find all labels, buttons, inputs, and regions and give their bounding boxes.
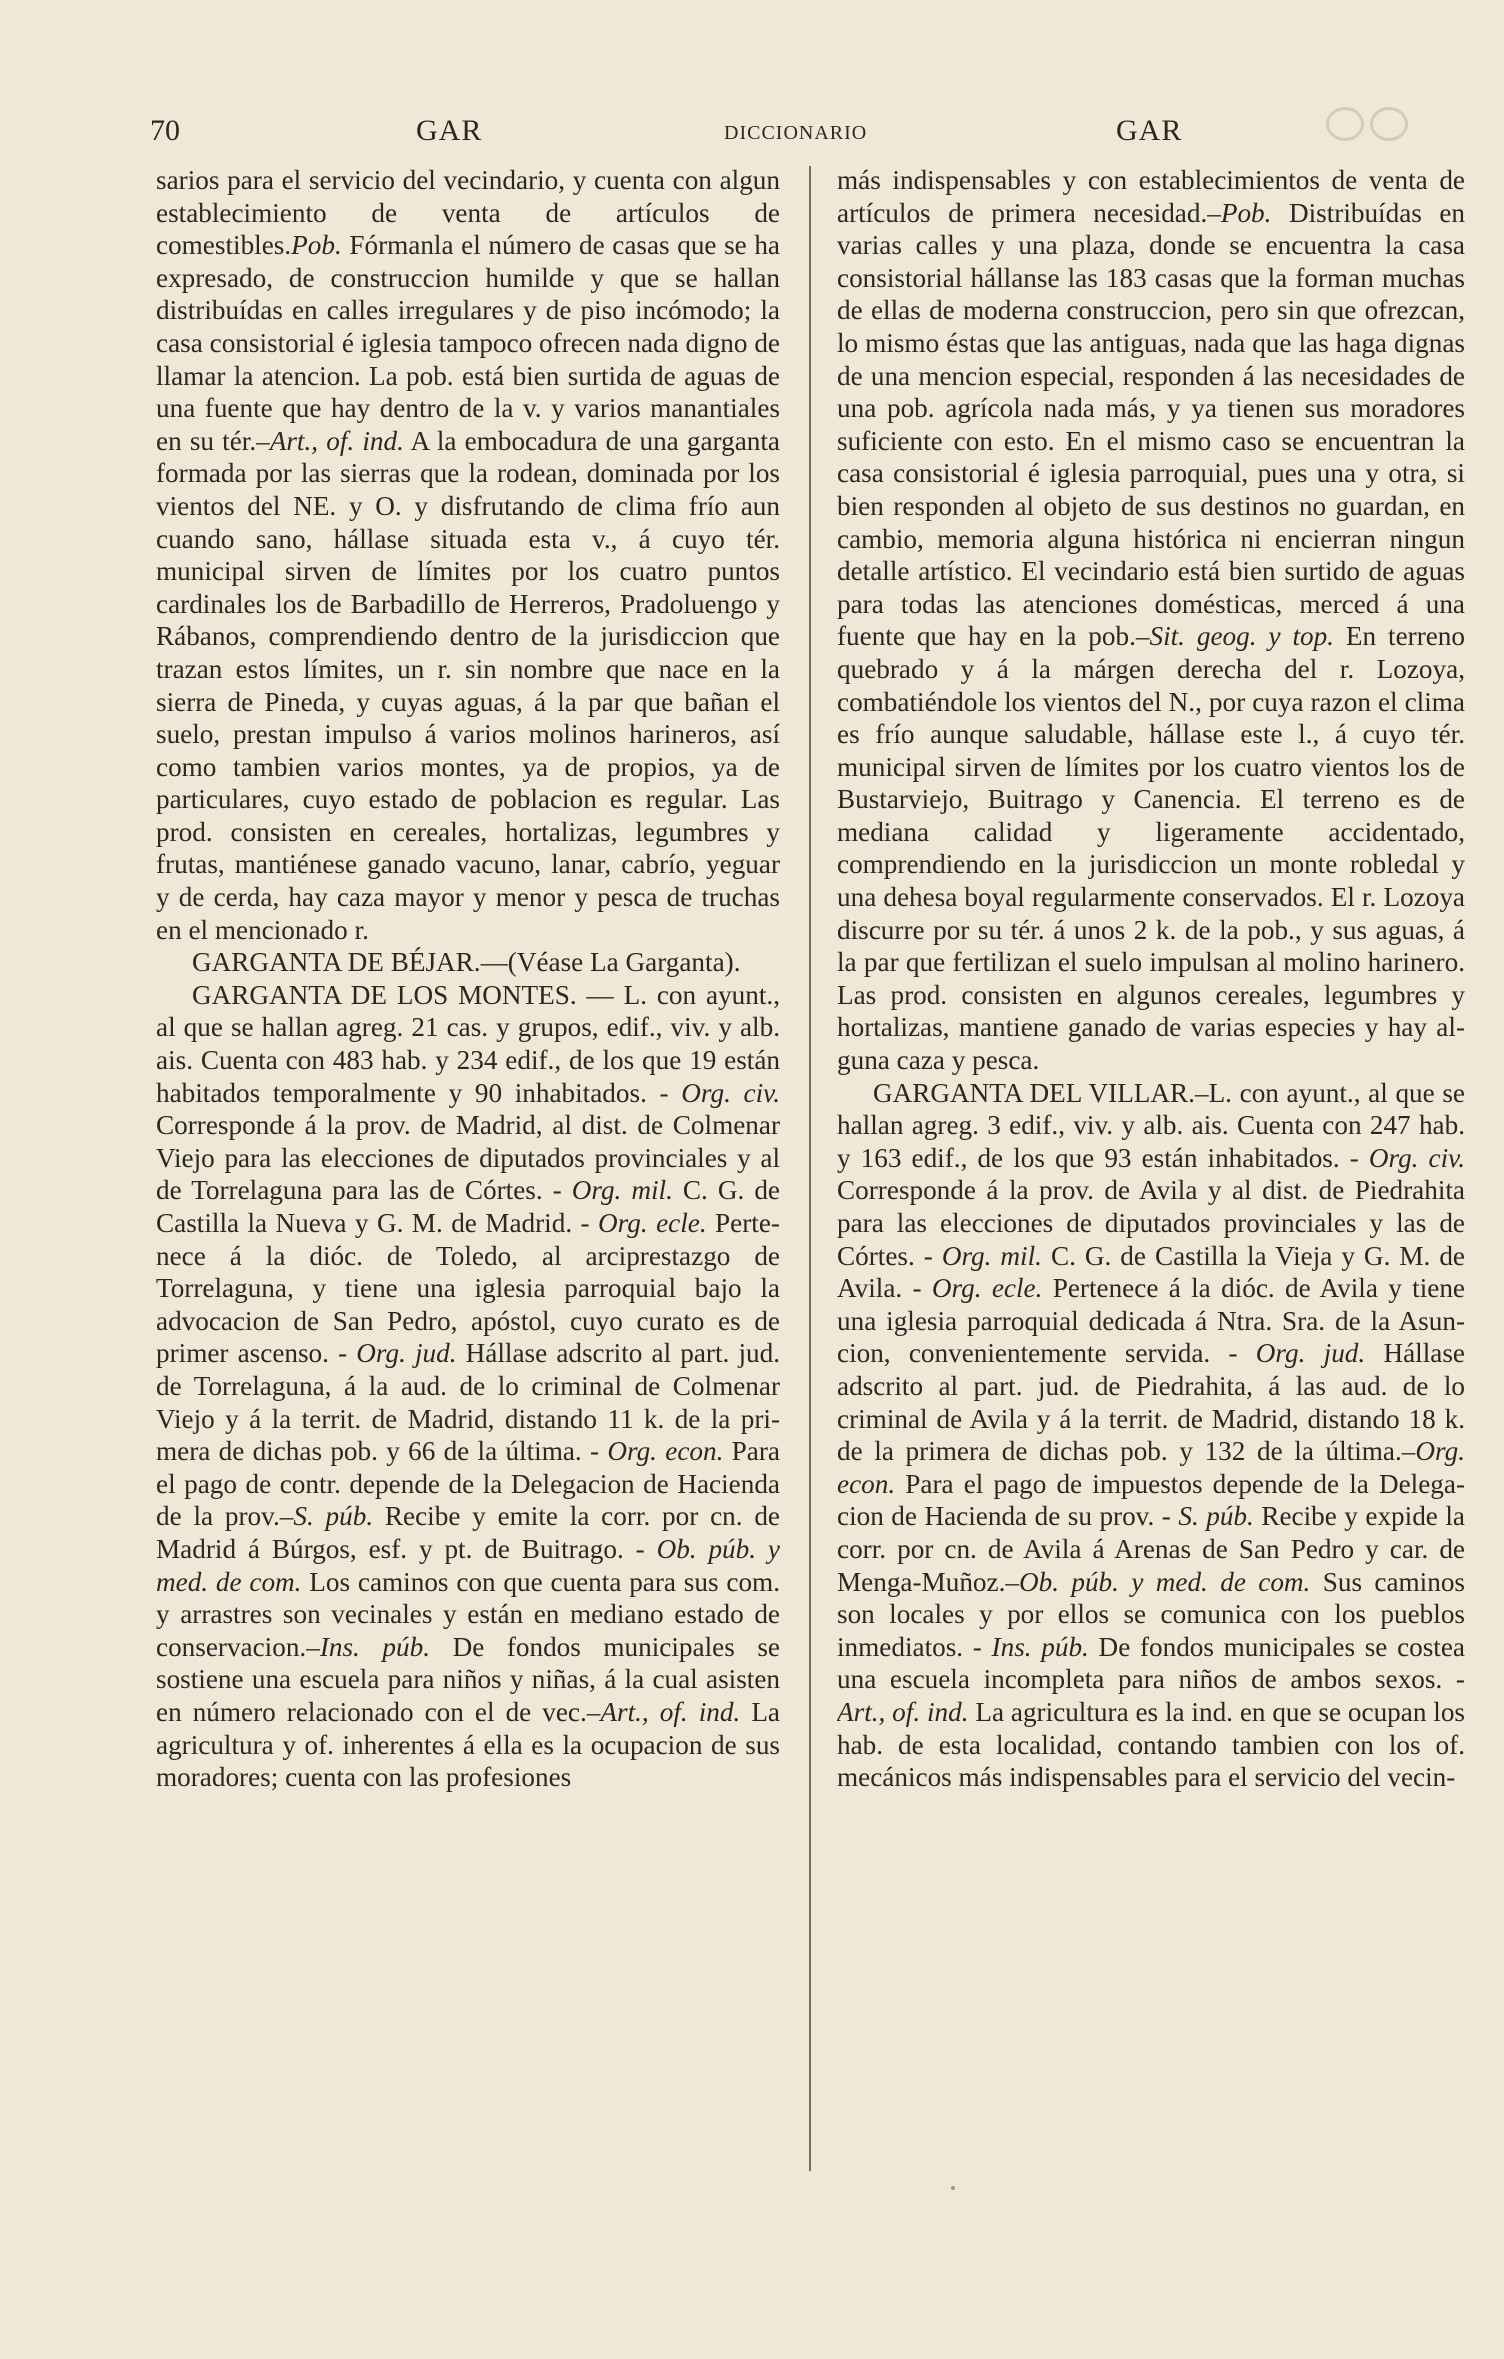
italic-rubric: Org. ecle. xyxy=(931,1273,1043,1304)
italic-rubric: Art., of. ind. xyxy=(837,1696,969,1727)
text-run: Pertenece á la dióc. de Avila y tiene una iglesia parroquial dedicada á Ntra. Sra. de la Asuncion, convenientemente servida. - xyxy=(837,1273,1465,1369)
column-divider xyxy=(809,166,811,2171)
text-run: Recibe y emite la corr. por cn. de Madrid á Búrgos, esf. y pt. de Buitrago. - xyxy=(156,1501,780,1564)
text-run: Hállase adscrito al part. jud. de Torrelaguna, á la aud. de lo criminal de Colmenar Viejo y á la territ. de Madrid, distando 11 k. de la primera de dichas pob. y 66 de la última. - xyxy=(156,1338,780,1467)
text-run: La agricultura y of. inherentes á ella es la ocupacion de sus moradores; cuenta con las profesiones xyxy=(156,1696,780,1793)
italic-rubric: Org. mil. xyxy=(941,1240,1042,1271)
page-number: 70 xyxy=(150,114,180,147)
text-run: sarios para el servicio del vecindario, y cuenta con algun establecimiento de venta de artículos de comestibles. xyxy=(156,165,780,261)
italic-rubric: Org. civ. xyxy=(1368,1142,1465,1173)
italic-rubric: Org. econ. xyxy=(607,1436,724,1467)
italic-rubric: Ins. púb. xyxy=(991,1631,1089,1662)
italic-rubric: S. púb. xyxy=(1178,1501,1254,1532)
text-run: Corresponde á la prov. de Avila y al dist. de Piedrahita para las elecciones de diputados provinciales y las de Córtes. - xyxy=(837,1175,1465,1271)
paper-speck xyxy=(951,2186,955,2190)
text-run: Hállase adscrito al part. jud. de Piedrahita, á las aud. de lo criminal de Avila y á la territ. de Madrid, distando 18 k. de la primera de dichas pob. y 132 de la última. xyxy=(837,1338,1465,1467)
text-run: Sus caminos son locales y por ellos se comunica con los pueblos inmediatos. - xyxy=(837,1566,1465,1662)
text-run: Para el pago de impuestos depende de la Delegacion de Hacienda de su prov. - xyxy=(837,1468,1465,1532)
italic-rubric: Org. jud. xyxy=(1255,1338,1366,1369)
italic-rubric: –Pob. xyxy=(1207,197,1272,228)
text-run: Fórmanla el número de casas que se ha expresado, de construccion humilde y que se hallan distribuídas en calles irregulares y de piso incómodo; la casa consistorial é iglesia tampoco ofrecen nada digno de llamar la atencion. La pob. está bien surtida de aguas de una fuente que hay dentro de la v. y varios manantiales en su tér. xyxy=(156,230,780,456)
text-run: C. G. de Castilla la Nueva y G. M. de Madrid. - xyxy=(156,1175,780,1238)
entry-garganta-de-los-montes xyxy=(156,979,780,1794)
text-run: La agricultura es la ind. en que se ocupan los hab. de esta localidad, contando tambien con los of. mecánicos más indispensables para el servicio del vecin- xyxy=(837,1696,1465,1793)
italic-rubric: –Org. econ. xyxy=(837,1436,1465,1499)
text-run: Corresponde á la prov. de Madrid, al dist. de Colmenar Viejo para las elecciones de diputados provinciales y al de Torrelaguna para las de Córtes. - xyxy=(156,1110,780,1206)
text-run: A la embocadura de una garganta formada por las sierras que la rodean, dominada por los vientos del NE. y O. y disfrutando de clima frío aun cuando sano, hállase situada esta v., á cuyo tér. municipal sirven de límites por los cuatro puntos cardinales los de Barbadillo de Herreros, Pradoluengo y Rábanos, comprendiendo dentro de la jurisdiccion que trazan estos límites, un r. sin nombre que nace en la sierra de Pineda, y cuyas aguas, á la par que bañan el suelo, prestan impulso á varios molinos harineros, así como tambien varios montes, ya de propios, ya de particulares, cuyo estado de poblacion es regular. Las prod. consisten en cereales, hortalizas, legumbres y frutas, mantiénese ganado vacuno, lanar, cabrío, yeguar y de cerda, hay caza mayor y menor y pesca de truchas en el mencionado r. xyxy=(156,425,780,945)
italic-rubric: –Art., of. ind. xyxy=(586,1696,741,1727)
guide-word-right: GAR xyxy=(1116,114,1183,147)
text-run: Para el pago de contr. depende de la Delegacion de Hacienda de la prov. xyxy=(156,1436,780,1532)
text-run: De fondos municipales se costea una escuela incompleta para niños de ambos sexos. - xyxy=(837,1631,1465,1695)
guide-word-left: GAR xyxy=(416,114,483,147)
italic-rubric: Pob. xyxy=(291,230,342,261)
right-column xyxy=(837,164,1465,2184)
italic-rubric: Org. ecle. xyxy=(598,1208,707,1238)
left-column xyxy=(156,164,780,2184)
running-title: DICCIONARIO xyxy=(724,122,868,144)
text-run: C. G. de Castilla la Vieja y G. M. de Avila. - xyxy=(837,1240,1465,1304)
text-run: Distribuídas en varias calles y una plaza, donde se encuentra la casa consistorial hállanse las 183 casas que la forman muchas de ellas de moderna construccion, pero sin que ofrezcan, lo mismo éstas que las antiguas, nada que las haga dignas de una mencion especial, responden á las necesidades de una pob. agrícola nada más, y ya tienen sus moradores suficiente con esto. En el mismo caso se encuentran la casa consistorial é iglesia parroquial, pues una y otra, si bien responden al objeto de sus destinos no guardan, en cambio, memoria alguna histórica ni encierran ningun detalle artístico. El vecindario está bien surtido de aguas para todas las atenciones domésticas, merced á una fuente que hay en la pob. xyxy=(837,197,1465,652)
italic-rubric: Org. mil. xyxy=(571,1175,673,1206)
entry-garganta-del-villar xyxy=(837,1077,1465,1794)
text-run: En terreno quebrado y á la márgen derecha del r. Lozoya, combatiéndole los vientos del N., por cuya razon el clima es frío aunque saludable, hállase este l., á cuyo tér. municipal sirven de límites por los cuatro vientos los de Bustarviejo, Buitrago y Canencia. El terreno es de mediana calidad y ligeramente accidentado, comprendiendo en la jurisdiccion un monte robledal y una dehesa boyal regularmente conservados. El r. Lozoya discurre por su tér. á unos 2 k. de la pob., y sus aguas, á la par que fertilizan el suelo impulsan al molino harinero. Las prod. consisten en algunos cereales, legumbres y hortalizas, mantiene ganado de varias especies y hay alguna caza y pesca. xyxy=(837,621,1465,1076)
italic-rubric: –Ins. púb. xyxy=(306,1631,430,1662)
text-run: más indispensables y con establecimientos de venta de artículos de primera necesidad. xyxy=(837,165,1465,228)
text-run: Pertenece á la dióc. de Toledo, al arciprestazgo de Torrelaguna, y tiene una iglesia parroquial bajo la advocacion de San Pedro, apóstol, cuyo curato es de primer ascenso. - xyxy=(156,1208,780,1369)
italic-rubric: Ob. púb. y med. de com. xyxy=(156,1533,780,1597)
entry-garganta-de-bejar: GARGANTA DE BÉJAR.—(Véase La Garganta). xyxy=(192,947,741,978)
italic-rubric: –Art., of. ind. xyxy=(256,425,404,456)
italic-rubric: –Sit. geog. y top. xyxy=(1135,621,1334,652)
italic-rubric: Org. jud. xyxy=(356,1338,457,1369)
text-run: Los caminos con que cuenta para sus com. y arrastres son vecinales y están en mediano estado de conservacion. xyxy=(156,1566,780,1662)
entry-continuation xyxy=(837,164,1465,1077)
italic-rubric: Org. civ. xyxy=(681,1077,780,1108)
italic-rubric: –S. púb. xyxy=(279,1501,374,1532)
running-header xyxy=(150,114,1460,158)
text-run: GARGANTA DEL VILLAR.–L. con ayunt., al que se hallan agreg. 3 edif., viv. y alb. ais. Cuenta con 247 hab. y 163 edif., de los que 93 están inhabitados. - xyxy=(837,1077,1465,1173)
entry-continuation xyxy=(156,164,780,946)
text-run: GARGANTA DE LOS MONTES. — L. con ayunt., al que se hallan agreg. 21 cas. y grupos, edif., viv. y alb. ais. Cuenta con 483 hab. y 234 edif., de los que 19 están habitados temporalmente y 90 inhabitados. - xyxy=(156,979,780,1108)
text-run: De fondos municipales se sostiene una escuela para niños y niñas, á la cual asisten en número relacionado con el de vec. xyxy=(156,1631,780,1727)
italic-rubric: –Ob. púb. y med. de com. xyxy=(1005,1566,1311,1597)
text-run: Recibe y expide la corr. por cn. de Avila á Arenas de San Pedro y car. de Menga-Muñoz. xyxy=(837,1501,1465,1597)
